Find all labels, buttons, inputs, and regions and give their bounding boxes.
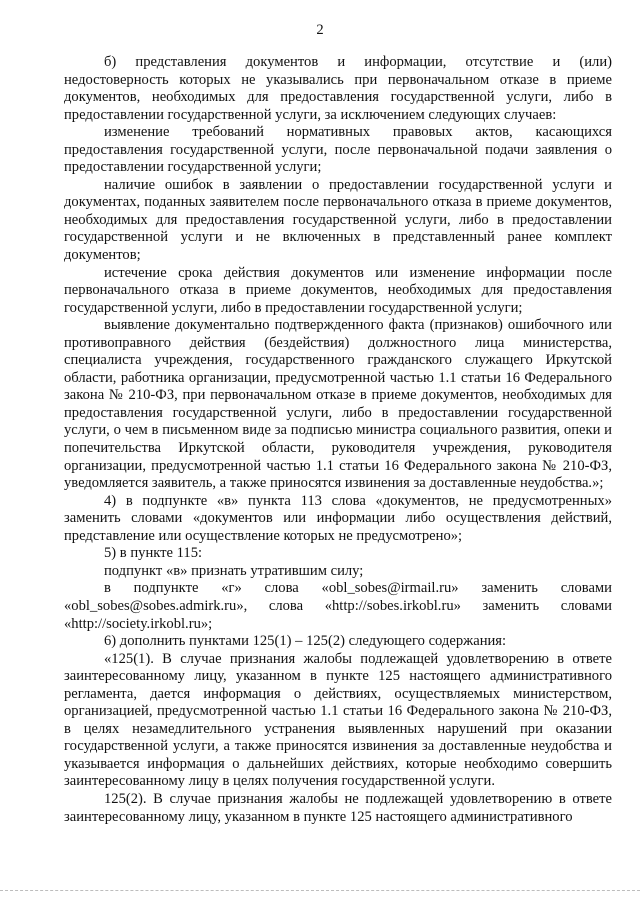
- paragraph-125-2: 125(2). В случае признания жалобы не подлежащей удовлетворению в ответе заинтересованному лицу, указанном в пункте 125 настоящего административного: [64, 790, 612, 825]
- paragraph-subitem-g-line2: [64, 598, 612, 616]
- paragraph-item-5: 5) в пункте 115:: [104, 545, 203, 562]
- email-old: «obl_sobes@irmail.ru»: [321, 580, 459, 597]
- scan-edge-divider: [0, 890, 640, 891]
- email-new: «obl_sobes@sobes.admirk.ru»,: [64, 597, 248, 614]
- word: словами: [560, 580, 612, 597]
- paragraph-expiry-of-documents: истечение срока действия документов или изменение информации после первоначального отказа в приеме документов, необходимых для предоставления государственной услуги, либо в предоставлении государственной услуги;: [64, 264, 612, 316]
- paragraph-item-4: 4) в подпункте «в» пункта 113 слова «документов, не предусмотренных» заменить словами «документов или информации либо осуществления действий, представление или осуществление которых не предусмотрено»;: [64, 492, 612, 544]
- word: словами: [560, 597, 612, 614]
- paragraph-125-1: «125(1). В случае признания жалобы подлежащей удовлетворению в ответе заинтересованному лицу, указанном в пункте 125 настоящего административного регламента, дается информация о действиях, осуществляемых министерством, организацией, предусмотренной частью 1.1 статьи 16 Федерального закона № 210-ФЗ, в целях незамедлительного устранения выявленных нарушений при оказании государственной услуги, а также приносятся извинения за доставленные неудобства и указывается информация о дальнейших действиях, которые необходимо совершить заинтересованному лицу в целях получения государственной услуги.: [64, 650, 612, 790]
- url-new: «http://society.irkobl.ru»;: [64, 615, 213, 632]
- paragraph-subitem-g-line1: [64, 580, 612, 598]
- word: заменить: [482, 597, 540, 614]
- document-body: [64, 54, 612, 826]
- page-number: 2: [316, 22, 324, 38]
- url-old: «http://sobes.irkobl.ru»: [324, 597, 461, 614]
- paragraph-subitem-v: подпункт «в» признать утратившим силу;: [104, 562, 364, 579]
- word: слова: [264, 580, 299, 597]
- paragraph-erroneous-action: выявление документально подтвержденного факта (признаков) ошибочного или противоправного действия (бездействия) должностного лица министерства, специалиста учреждения, государственного гражданского служащего Иркутской области, работника организации, предусмотренной частью 1.1 статьи 16 Федерального закона № 210-ФЗ, при первоначальном отказе в приеме документов, необходимых для предоставления государственной услуги, либо в предоставлении государственной услуги, о чем в письменном виде за подписью министра социального развития, опеки и попечительства Иркутской области, руководителя учреждения, руководителя организации, предусмотренной частью 1.1 статьи 16 Федерального закона № 210-ФЗ, уведомляется заявитель, а также приносятся извинения за доставленные неудобства.»;: [64, 317, 612, 492]
- word: заменить: [481, 580, 538, 597]
- word: «г»: [221, 580, 242, 597]
- word: подпункте: [133, 580, 199, 597]
- paragraph-item-b: б) представления документов и информации, отсутствие и (или) недостоверность которых не указывались при первоначальном отказе в приеме документов, необходимых для предоставления государственной услуги, либо в предоставлении государственной услуги, за исключением следующих случаев:: [64, 54, 612, 123]
- paragraph-change-of-requirements: изменение требований нормативных правовых актов, касающихся предоставления государственной услуги, после первоначальной подачи заявления о предоставлении государственной услуги;: [64, 124, 612, 176]
- word: в: [104, 580, 111, 597]
- word: слова: [268, 597, 304, 614]
- paragraph-item-6: 6) дополнить пунктами 125(1) – 125(2) следующего содержания:: [104, 633, 507, 650]
- paragraph-errors-in-application: наличие ошибок в заявлении о предоставлении государственной услуги и документах, поданных заявителем после первоначального отказа в приеме документов, необходимых для предоставления государственной услуги, либо в предоставлении государственной услуги и не включенных в представленный ранее комплект документов;: [64, 176, 612, 264]
